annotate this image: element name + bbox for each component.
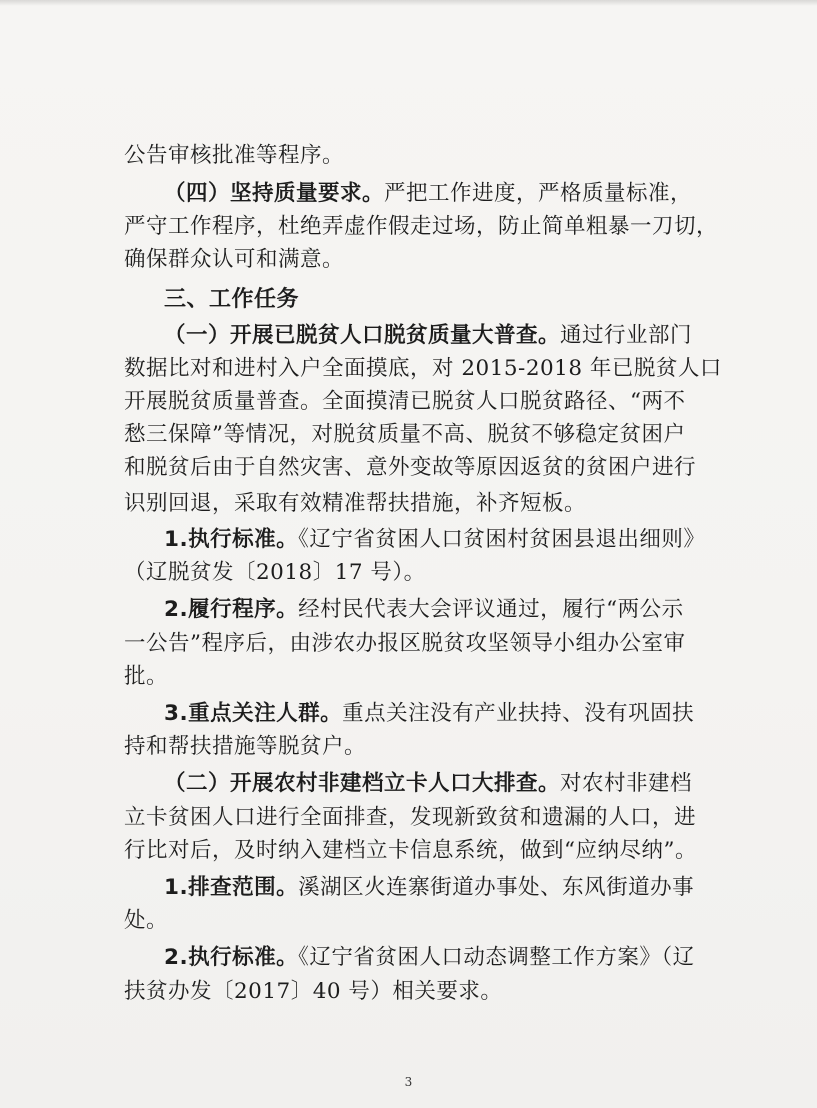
text-run: 溪湖区火连寨街道办事处、东风街道办事 — [298, 875, 695, 900]
text-line — [164, 526, 705, 554]
text-run: 重点关注没有产业扶持、没有巩固扶 — [342, 701, 695, 726]
text-run: （辽脱贫发〔2018〕17 号）。 — [124, 560, 426, 585]
text-line — [164, 944, 695, 972]
text-line — [124, 907, 168, 935]
text-run: 一公告”程序后，由涉农办报区脱贫攻坚领导小组办公室审 — [124, 631, 686, 656]
text-line — [124, 246, 344, 274]
text-run: 立卡贫困人口进行全面排查，发现新致贫和遗漏的人口，进 — [124, 805, 697, 830]
page-number: 3 — [404, 1075, 413, 1089]
text-run: 扶贫办发〔2017〕40 号）相关要求。 — [124, 979, 503, 1004]
text-run: 处。 — [124, 908, 169, 933]
text-line — [124, 454, 696, 482]
bold-run: （四）坚持质量要求。 — [164, 181, 385, 206]
text-run: 愁三保障”等情况，对脱贫质量不高、脱贫不够稳定贫困户 — [124, 422, 686, 447]
bold-run: 2.履行程序。 — [164, 597, 299, 622]
text-run: 《辽宁省贫困人口动态调整工作方案》（辽 — [298, 945, 695, 970]
text-line — [124, 559, 426, 587]
text-run: 识别回退，采取有效精准帮扶措施，补齐短板。 — [124, 491, 587, 516]
text-line — [124, 733, 366, 761]
text-run: 通过行业部门 — [560, 323, 693, 348]
bold-run: 1.执行标准。 — [164, 527, 299, 552]
section-heading: 三、工作任务 — [164, 287, 300, 312]
text-line — [124, 804, 696, 832]
text-line — [124, 663, 168, 691]
text-run: 严把工作进度，严格质量标准， — [384, 181, 693, 206]
text-run: 经村民代表大会评议通过，履行“两公示 — [298, 597, 684, 622]
text-run: 确保群众认可和满意。 — [124, 247, 345, 272]
text-line — [124, 490, 586, 518]
text-line — [124, 630, 686, 658]
text-run: 严守工作程序，杜绝弄虚作假走过场，防止简单粗暴一刀切， — [124, 214, 719, 239]
text-line — [164, 322, 692, 350]
text-line — [124, 355, 722, 383]
text-line — [164, 180, 692, 208]
bold-run: （二）开展农村非建档立卡人口大排查。 — [164, 771, 561, 796]
text-line — [164, 596, 684, 624]
text-run: 和脱贫后由于自然灾害、意外变故等原因返贫的贫困户进行 — [124, 455, 697, 480]
bold-run: （一）开展已脱贫人口脱贫质量大普查。 — [164, 323, 561, 348]
text-run: 公告审核批准等程序。 — [124, 143, 345, 168]
text-line — [124, 142, 344, 170]
text-run: 数据比对和进村入户全面摸底，对 2015-2018 年已脱贫人口 — [124, 356, 722, 381]
scan-edge-shadow — [0, 0, 817, 6]
bold-run: 3.重点关注人群。 — [164, 701, 343, 726]
text-run: 对农村非建档 — [560, 771, 693, 796]
text-line — [124, 388, 686, 416]
bold-run: 1.排查范围。 — [164, 875, 299, 900]
text-line — [164, 286, 299, 314]
text-line — [124, 978, 502, 1006]
text-run: 《辽宁省贫困人口贫困村贫困县退出细则》 — [298, 527, 706, 552]
text-line — [124, 421, 686, 449]
text-run: 持和帮扶措施等脱贫户。 — [124, 734, 367, 759]
text-line — [124, 213, 718, 241]
text-run: 行比对后，及时纳入建档立卡信息系统，做到“应纳尽纳”。 — [124, 838, 697, 863]
text-run: 批。 — [124, 664, 169, 689]
text-line — [164, 770, 692, 798]
text-line — [164, 700, 694, 728]
bold-run: 2.执行标准。 — [164, 945, 299, 970]
text-run: 开展脱贫质量普查。全面摸清已脱贫人口脱贫路径、“两不 — [124, 389, 686, 414]
text-line — [164, 874, 694, 902]
text-line — [124, 837, 697, 865]
